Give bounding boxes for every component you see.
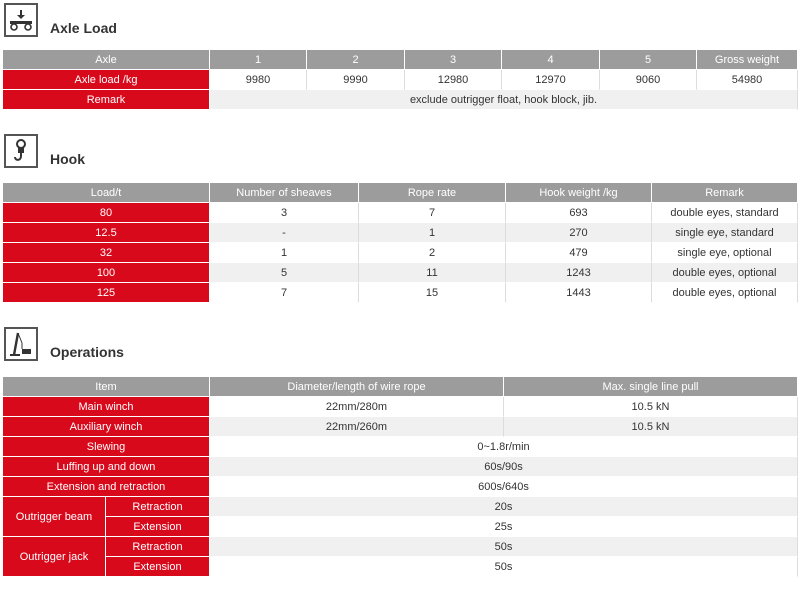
rope-cell: 22mm/280m: [210, 397, 504, 417]
sheaves-cell: -: [210, 223, 359, 243]
main-winch-label: Main winch: [3, 397, 210, 417]
luffing-label: Luffing up and down: [3, 457, 210, 477]
hook-header-row: [3, 183, 798, 203]
outrigger-jack-label: Outrigger jack: [3, 537, 106, 577]
sub-label: Retraction: [106, 537, 210, 557]
aux-winch-label: Auxiliary winch: [3, 417, 210, 437]
hook-header-cell: Number of sheaves: [210, 183, 359, 203]
jack-extension-value: 50s: [210, 557, 798, 577]
sheaves-cell: 7: [210, 283, 359, 303]
pull-cell: 10.5 kN: [504, 417, 798, 437]
hook-title: Hook: [50, 151, 85, 167]
table-row: [3, 517, 798, 537]
extension-value: 600s/640s: [210, 477, 798, 497]
jack-retraction-value: 50s: [210, 537, 798, 557]
sub-label: Retraction: [106, 497, 210, 517]
hook-heading: [4, 134, 85, 168]
table-row: [3, 477, 798, 497]
load-cell: 80: [3, 203, 210, 223]
axle-header-cell: 1: [210, 50, 307, 70]
hook-header-cell: Rope rate: [359, 183, 506, 203]
load-cell: 32: [3, 243, 210, 263]
rope-rate-cell: 2: [359, 243, 506, 263]
table-row: [3, 203, 798, 223]
table-row: [3, 263, 798, 283]
sheaves-cell: 3: [210, 203, 359, 223]
axle-load-value: 9980: [210, 70, 307, 90]
load-cell: 125: [3, 283, 210, 303]
load-cell: 100: [3, 263, 210, 283]
rope-rate-cell: 11: [359, 263, 506, 283]
axle-header-row: [3, 50, 798, 70]
hook-header-cell: Remark: [652, 183, 798, 203]
operations-header-cell: Max. single line pull: [504, 377, 798, 397]
sheaves-cell: 5: [210, 263, 359, 283]
table-row: [3, 223, 798, 243]
operations-header-cell: Diameter/length of wire rope: [210, 377, 504, 397]
axle-load-value: 12980: [405, 70, 502, 90]
axle-load-value: 9060: [600, 70, 697, 90]
axle-load-table: [3, 50, 798, 110]
table-row: [3, 497, 798, 517]
gross-weight-value: 54980: [697, 70, 798, 90]
axle-load-value: 12970: [502, 70, 600, 90]
pull-cell: 10.5 kN: [504, 397, 798, 417]
hook-weight-cell: 479: [506, 243, 652, 263]
beam-retraction-value: 20s: [210, 497, 798, 517]
axle-load-value: 9990: [307, 70, 405, 90]
remark-cell: double eyes, optional: [652, 263, 798, 283]
remark-cell: single eye, optional: [652, 243, 798, 263]
table-row: [3, 397, 798, 417]
table-row: [3, 417, 798, 437]
rope-rate-cell: 15: [359, 283, 506, 303]
remark-cell: double eyes, standard: [652, 203, 798, 223]
hook-weight-cell: 693: [506, 203, 652, 223]
hook-weight-cell: 1443: [506, 283, 652, 303]
hook-weight-cell: 270: [506, 223, 652, 243]
row-label: Axle load /kg: [3, 70, 210, 90]
luffing-value: 60s/90s: [210, 457, 798, 477]
slewing-label: Slewing: [3, 437, 210, 457]
table-row: [3, 283, 798, 303]
axle-header-cell: Axle: [3, 50, 210, 70]
row-label: Remark: [3, 90, 210, 110]
operations-header-row: [3, 377, 798, 397]
table-row: [3, 557, 798, 577]
hook-header-cell: Hook weight /kg: [506, 183, 652, 203]
table-row: [3, 437, 798, 457]
load-cell: 12.5: [3, 223, 210, 243]
table-row: [3, 537, 798, 557]
hook-icon: [4, 134, 38, 168]
crane-icon: [4, 327, 38, 361]
axle-icon: [4, 3, 38, 37]
axle-header-cell: 5: [600, 50, 697, 70]
rope-rate-cell: 1: [359, 223, 506, 243]
table-row: [3, 243, 798, 263]
sheaves-cell: 1: [210, 243, 359, 263]
axle-load-title: Axle Load: [50, 20, 117, 36]
sub-label: Extension: [106, 517, 210, 537]
beam-extension-value: 25s: [210, 517, 798, 537]
hook-header-cell: Load/t: [3, 183, 210, 203]
remark-cell: single eye, standard: [652, 223, 798, 243]
operations-header-cell: Item: [3, 377, 210, 397]
axle-remark-row: [3, 90, 798, 110]
table-row: [3, 457, 798, 477]
hook-table: [3, 183, 798, 303]
axle-load-row: [3, 70, 798, 90]
axle-load-heading: [4, 3, 117, 37]
remark-cell: double eyes, optional: [652, 283, 798, 303]
rope-cell: 22mm/260m: [210, 417, 504, 437]
axle-header-cell: 3: [405, 50, 502, 70]
outrigger-beam-label: Outrigger beam: [3, 497, 106, 537]
sub-label: Extension: [106, 557, 210, 577]
rope-rate-cell: 7: [359, 203, 506, 223]
slewing-value: 0~1.8r/min: [210, 437, 798, 457]
remark-value: exclude outrigger float, hook block, jib.: [210, 90, 798, 110]
axle-header-cell: 2: [307, 50, 405, 70]
axle-header-cell: Gross weight: [697, 50, 798, 70]
extension-label: Extension and retraction: [3, 477, 210, 497]
axle-header-cell: 4: [502, 50, 600, 70]
operations-heading: [4, 327, 124, 361]
hook-weight-cell: 1243: [506, 263, 652, 283]
operations-title: Operations: [50, 344, 124, 360]
operations-table: [3, 377, 798, 577]
